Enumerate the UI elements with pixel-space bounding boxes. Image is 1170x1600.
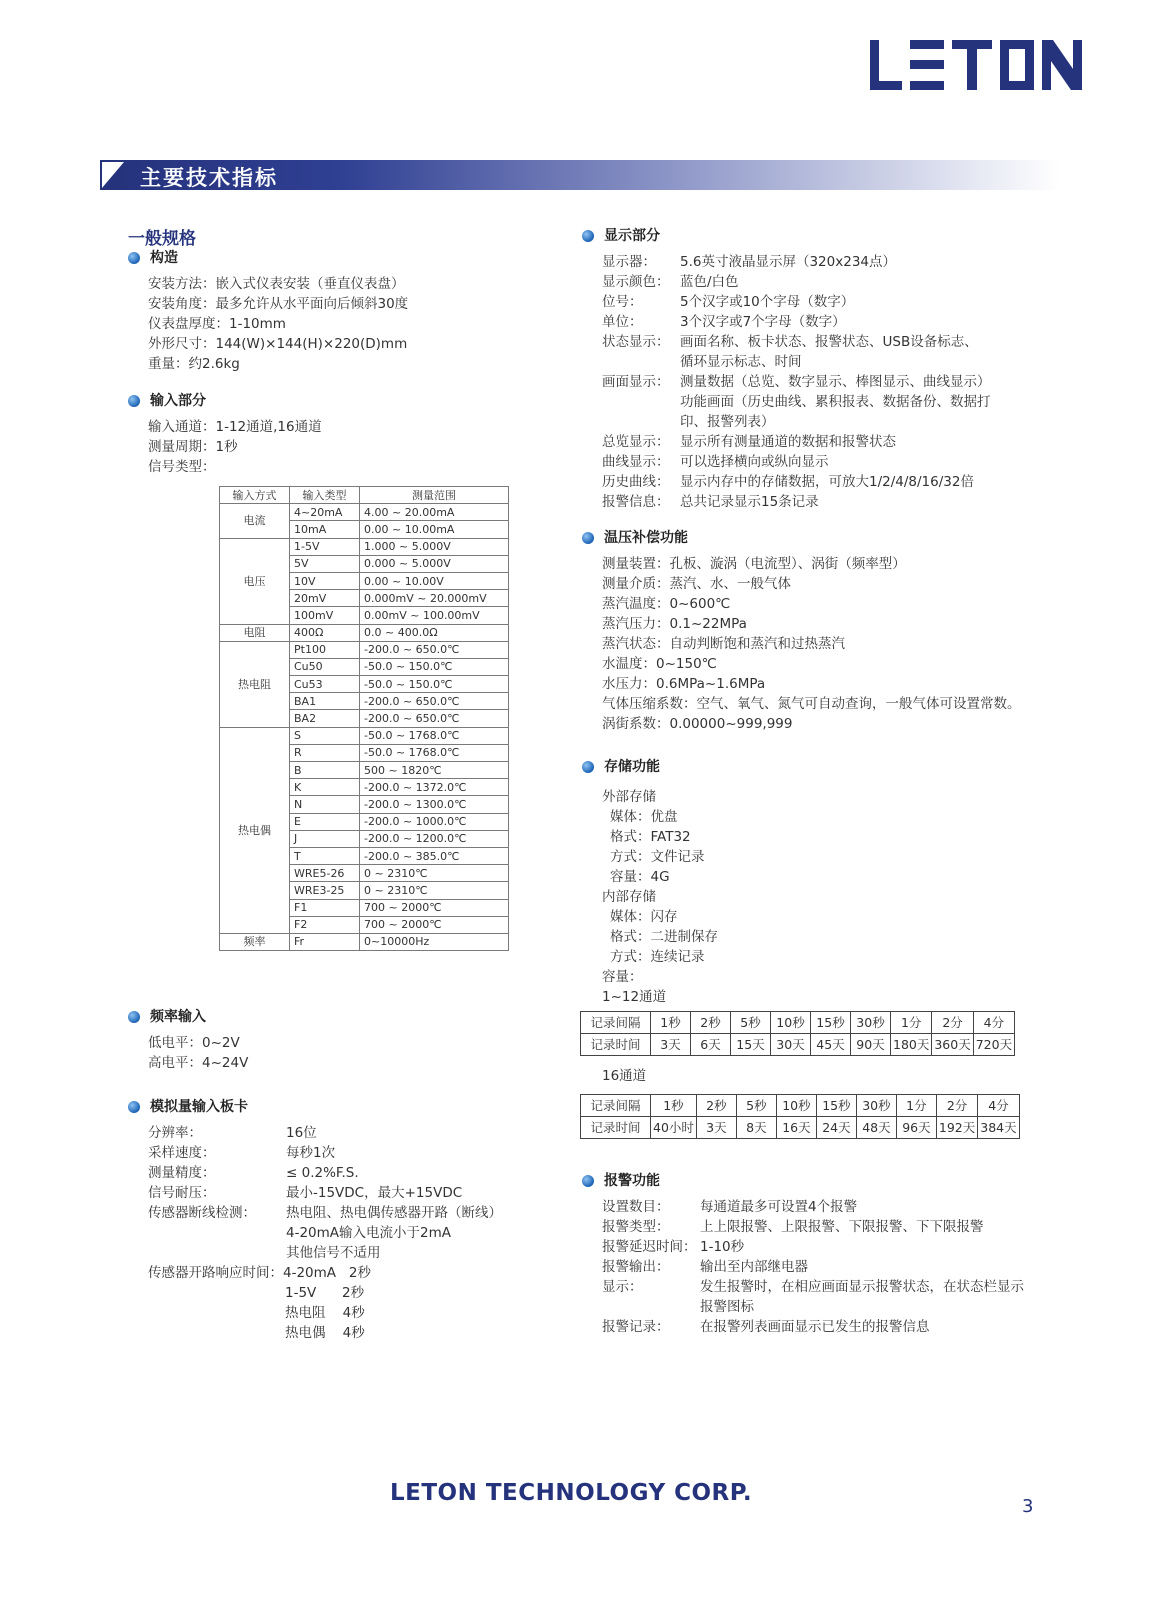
display-row	[602, 452, 991, 472]
table-row	[220, 641, 509, 658]
input-type-cell: 20mV	[290, 590, 360, 607]
bullet-icon	[128, 395, 140, 407]
analog-value-line: 每秒1次	[286, 1145, 336, 1161]
analog-value	[286, 1203, 502, 1263]
alarm-value	[700, 1317, 930, 1337]
display-row	[602, 252, 991, 272]
analog-key: 采样速度：	[148, 1145, 216, 1161]
table-row	[220, 504, 509, 521]
record-interval-cell: 2秒	[696, 1095, 736, 1117]
record-interval-cell: 4分	[978, 1095, 1019, 1117]
input-type-cell: Fr	[290, 933, 360, 950]
storage-heading: 存储功能	[582, 757, 1020, 777]
input-type-cell: 10V	[290, 572, 360, 589]
compensation-line: 蒸汽温度：0~600℃	[602, 596, 731, 612]
display-key: 总览显示：	[602, 434, 670, 450]
table-row	[581, 1117, 1020, 1139]
input-type-cell: F2	[290, 916, 360, 933]
record-interval-cell: 10秒	[776, 1095, 816, 1117]
range-cell: 700 ~ 2000℃	[360, 916, 509, 933]
page-number: 3	[1022, 1496, 1034, 1517]
display-value	[680, 252, 896, 272]
range-cell: -200.0 ~ 1000.0℃	[360, 813, 509, 830]
input-type-cell: S	[290, 727, 360, 744]
alarm-value	[700, 1217, 984, 1237]
analog-row	[148, 1203, 502, 1263]
alarm-value	[700, 1237, 744, 1257]
display-value-line: 可以选择横向或纵向显示	[680, 454, 829, 470]
display-value	[680, 312, 846, 332]
range-cell: 0.00 ~ 10.00V	[360, 572, 509, 589]
alarm-value-line: 报警图标	[700, 1299, 754, 1315]
display-row	[602, 492, 991, 512]
input-line: 信号类型：	[148, 459, 216, 475]
display-row	[602, 472, 991, 492]
section-banner	[100, 160, 1060, 190]
display-key: 显示器：	[602, 254, 656, 270]
display-key: 历史曲线：	[602, 474, 670, 490]
display-row	[602, 272, 991, 292]
display-value-line: 测量数据（总览、数字显示、棒图显示、曲线显示）	[680, 374, 991, 390]
analog-value-line: 4-20mA输入电流小于2mA	[286, 1225, 451, 1241]
analog-row	[148, 1163, 502, 1183]
table16-label: 16通道	[602, 1068, 647, 1084]
range-cell: -50.0 ~ 150.0℃	[360, 676, 509, 693]
alarm-section	[582, 1171, 1024, 1337]
table-row	[581, 1012, 1015, 1034]
analog-key: 分辨率：	[148, 1125, 202, 1141]
record-interval-cell: 10秒	[771, 1012, 811, 1034]
alarm-value-line: 发生报警时，在相应画面显示报警状态，在状态栏显示	[700, 1279, 1024, 1295]
record-time-cell: 24天	[816, 1117, 856, 1139]
alarm-row	[602, 1237, 1024, 1257]
footer-company: LETON TECHNOLOGY CORP.	[390, 1480, 753, 1506]
display-row	[602, 432, 991, 452]
alarm-value-line: 上上限报警、上限报警、下限报警、下下限报警	[700, 1219, 984, 1235]
compensation-line: 气体压缩系数：空气、氧气、氮气可自动查询，一般气体可设置常数。	[602, 696, 1021, 712]
record-time-cell: 3天	[651, 1034, 691, 1056]
construction-line: 外形尺寸：144(W)×144(H)×220(D)mm	[148, 336, 408, 352]
response-time-line: 4-20mA 2秒	[283, 1265, 371, 1281]
input-line: 测量周期：1秒	[148, 439, 238, 455]
display-section	[582, 226, 991, 512]
display-key: 曲线显示：	[602, 454, 670, 470]
input-type-cell: 5V	[290, 555, 360, 572]
alarm-value-line: 在报警列表画面显示已发生的报警信息	[700, 1319, 930, 1335]
input-type-cell: B	[290, 762, 360, 779]
display-value-line: 5.6英寸液晶显示屏（320x234点）	[680, 254, 896, 270]
analog-section	[128, 1097, 502, 1343]
construction-line: 安装方法：嵌入式仪表安装（垂直仪表盘）	[148, 276, 405, 292]
record-interval-cell: 1秒	[651, 1095, 697, 1117]
compensation-line: 蒸汽状态：自动判断饱和蒸汽和过热蒸汽	[602, 636, 845, 652]
record-time-cell: 48天	[856, 1117, 896, 1139]
range-cell: -200.0 ~ 650.0℃	[360, 693, 509, 710]
range-cell: 0.000 ~ 5.000V	[360, 555, 509, 572]
frequency-line: 低电平：0~2V	[148, 1035, 240, 1051]
alarm-key: 报警输出：	[602, 1259, 670, 1275]
display-key: 位号：	[602, 294, 643, 310]
record-interval-cell: 15秒	[811, 1012, 851, 1034]
record-interval-cell: 5秒	[731, 1012, 771, 1034]
compensation-line: 测量装置：孔板、漩涡（电流型）、涡街（频率型）	[602, 556, 906, 572]
range-cell: -200.0 ~ 1200.0℃	[360, 830, 509, 847]
table-row	[220, 624, 509, 641]
analog-value-line: 热电阻、热电偶传感器开路（断线）	[286, 1205, 502, 1221]
input-mode-cell: 频率	[220, 933, 290, 950]
record-time-cell: 720天	[973, 1034, 1014, 1056]
display-value-line: 功能画面（历史曲线、累积报表、数据备份、数据打	[680, 394, 991, 410]
record-time-cell: 3天	[696, 1117, 736, 1139]
record-interval-cell: 30秒	[856, 1095, 896, 1117]
input-type-cell: R	[290, 744, 360, 761]
record-interval-cell: 2分	[936, 1095, 977, 1117]
record-time-cell: 180天	[891, 1034, 932, 1056]
input-type-cell: Pt100	[290, 641, 360, 658]
internal-storage-title: 内部存储	[602, 889, 656, 905]
input-type-cell: F1	[290, 899, 360, 916]
analog-value	[286, 1143, 335, 1163]
input-line: 输入通道：1-12通道,16通道	[148, 419, 322, 435]
display-row	[602, 332, 991, 372]
bullet-icon	[128, 252, 140, 264]
display-value	[680, 292, 854, 312]
bullet-icon	[582, 532, 594, 544]
table-row	[220, 933, 509, 950]
record-interval-cell: 30秒	[851, 1012, 891, 1034]
alarm-value-line: 1-10秒	[700, 1239, 745, 1255]
range-cell: 0.0 ~ 400.0Ω	[360, 624, 509, 641]
record-interval-cell: 记录间隔	[581, 1095, 651, 1117]
frequency-line: 高电平：4~24V	[148, 1055, 249, 1071]
range-cell: 500 ~ 1820℃	[360, 762, 509, 779]
input-type-cell: BA1	[290, 693, 360, 710]
alarm-row	[602, 1197, 1024, 1217]
table-row	[581, 1095, 1020, 1117]
construction-heading: 构造	[128, 248, 408, 268]
input-type-cell: 10mA	[290, 521, 360, 538]
display-value	[680, 472, 974, 492]
input-mode-cell: 热电阻	[220, 641, 290, 727]
record-interval-cell: 5秒	[736, 1095, 776, 1117]
analog-row	[148, 1123, 502, 1143]
construction-section	[128, 248, 408, 374]
input-type-cell: E	[290, 813, 360, 830]
display-heading: 显示部分	[582, 226, 991, 246]
analog-value	[286, 1123, 317, 1143]
display-key: 画面显示：	[602, 374, 670, 390]
input-type-cell: 1-5V	[290, 538, 360, 555]
display-row	[602, 292, 991, 312]
response-time-line: 1-5V 2秒	[285, 1285, 365, 1301]
alarm-key: 报警类型：	[602, 1219, 670, 1235]
table-row	[220, 727, 509, 744]
frequency-section	[128, 1007, 248, 1073]
alarm-key: 显示：	[602, 1279, 643, 1295]
analog-value	[286, 1183, 462, 1203]
record-interval-cell: 1分	[896, 1095, 936, 1117]
response-time-line: 热电偶 4秒	[285, 1325, 365, 1341]
compensation-line: 涡街系数：0.00000~999,999	[602, 716, 793, 732]
response-time-line: 热电阻 4秒	[285, 1305, 365, 1321]
external-storage-line: 媒体：优盘	[610, 809, 678, 825]
display-value-line: 显示所有测量通道的数据和报警状态	[680, 434, 896, 450]
input-type-cell: 4~20mA	[290, 504, 360, 521]
record-interval-cell: 2秒	[691, 1012, 731, 1034]
record-time-cell: 40小时	[651, 1117, 697, 1139]
range-cell: 4.00 ~ 20.00mA	[360, 504, 509, 521]
analog-value-line: 最小-15VDC，最大+15VDC	[286, 1185, 463, 1201]
banner-corner-icon	[100, 160, 126, 190]
bullet-icon	[582, 230, 594, 242]
input-type-cell: 100mV	[290, 607, 360, 624]
input-section	[128, 391, 322, 477]
display-value	[680, 272, 739, 292]
alarm-key: 设置数目：	[602, 1199, 670, 1215]
display-key: 单位：	[602, 314, 643, 330]
table-row	[220, 538, 509, 555]
leton-logo	[870, 40, 1082, 90]
record-time-cell: 45天	[811, 1034, 851, 1056]
input-mode-cell: 电压	[220, 538, 290, 624]
input-type-cell: BA2	[290, 710, 360, 727]
record-table-12ch	[580, 1011, 1015, 1056]
input-mode-cell: 电流	[220, 504, 290, 538]
external-storage-line: 格式：FAT32	[610, 829, 691, 845]
compensation-line: 测量介质：蒸汽、水、一般气体	[602, 576, 791, 592]
display-key: 显示颜色：	[602, 274, 670, 290]
record-time-cell: 384天	[978, 1117, 1019, 1139]
display-value	[680, 432, 896, 452]
display-value	[680, 492, 819, 512]
analog-value-line: 16位	[286, 1125, 317, 1141]
internal-storage-line: 格式：二进制保存	[610, 929, 718, 945]
general-spec-title: 一般规格	[128, 229, 196, 249]
range-cell: -200.0 ~ 1300.0℃	[360, 796, 509, 813]
compensation-section	[582, 528, 1021, 734]
analog-key: 测量精度：	[148, 1165, 216, 1181]
display-value	[680, 372, 991, 432]
alarm-row	[602, 1217, 1024, 1237]
input-type-cell: WRE3-25	[290, 882, 360, 899]
table-header-cell: 输入类型	[290, 487, 360, 504]
alarm-row	[602, 1317, 1024, 1337]
input-type-cell: Cu53	[290, 676, 360, 693]
external-storage-line: 容量：4G	[610, 869, 670, 885]
input-type-cell: T	[290, 847, 360, 864]
range-cell: 1.000 ~ 5.000V	[360, 538, 509, 555]
analog-row	[148, 1183, 502, 1203]
external-storage-title: 外部存储	[602, 789, 656, 805]
input-type-cell: K	[290, 779, 360, 796]
record-interval-cell: 记录间隔	[581, 1012, 651, 1034]
range-cell: 0~10000Hz	[360, 933, 509, 950]
range-cell: 0.00mV ~ 100.00mV	[360, 607, 509, 624]
input-type-cell: Cu50	[290, 658, 360, 675]
range-cell: -50.0 ~ 1768.0℃	[360, 744, 509, 761]
table-header-row	[220, 487, 509, 504]
construction-line: 安装角度：最多允许从水平面向后倾斜30度	[148, 296, 409, 312]
display-key: 报警信息：	[602, 494, 670, 510]
alarm-row	[602, 1257, 1024, 1277]
bullet-icon	[128, 1011, 140, 1023]
capacity-label: 容量：	[602, 969, 643, 985]
range-cell: -200.0 ~ 650.0℃	[360, 710, 509, 727]
analog-key: 信号耐压：	[148, 1185, 216, 1201]
compensation-heading: 温压补偿功能	[582, 528, 1021, 548]
range-cell: 0 ~ 2310℃	[360, 882, 509, 899]
table12-label: 1~12通道	[602, 989, 667, 1005]
alarm-value-line: 每通道最多可设置4个报警	[700, 1199, 858, 1215]
table-row	[581, 1034, 1015, 1056]
display-row	[602, 312, 991, 332]
bullet-icon	[582, 1175, 594, 1187]
construction-line: 重量：约2.6kg	[148, 356, 240, 372]
record-interval-cell: 4分	[973, 1012, 1014, 1034]
record-interval-cell: 2分	[932, 1012, 973, 1034]
alarm-key: 报警记录：	[602, 1319, 670, 1335]
analog-key: 传感器开路响应时间：	[148, 1265, 283, 1281]
range-cell: 0.00 ~ 10.00mA	[360, 521, 509, 538]
analog-heading: 模拟量输入板卡	[128, 1097, 502, 1117]
compensation-line: 水温度：0~150℃	[602, 656, 717, 672]
display-value-line: 5个汉字或10个字母（数字）	[680, 294, 855, 310]
record-interval-cell: 1秒	[651, 1012, 691, 1034]
external-storage-line: 方式：文件记录	[610, 849, 705, 865]
display-value	[680, 452, 829, 472]
table-header-cell: 输入方式	[220, 487, 290, 504]
display-value-line: 3个汉字或7个字母（数字）	[680, 314, 846, 330]
record-interval-cell: 15秒	[816, 1095, 856, 1117]
record-time-cell: 15天	[731, 1034, 771, 1056]
record-time-cell: 16天	[776, 1117, 816, 1139]
display-key: 状态显示：	[602, 334, 670, 350]
range-cell: -50.0 ~ 1768.0℃	[360, 727, 509, 744]
record-time-cell: 192天	[936, 1117, 977, 1139]
alarm-value	[700, 1257, 808, 1277]
alarm-value-line: 输出至内部继电器	[700, 1259, 808, 1275]
input-mode-cell: 电阻	[220, 624, 290, 641]
compensation-line: 蒸汽压力：0.1~22MPa	[602, 616, 747, 632]
record-time-cell: 30天	[771, 1034, 811, 1056]
analog-key: 传感器断线检测：	[148, 1205, 256, 1221]
table-header-cell: 测量范围	[360, 487, 509, 504]
display-value-line: 总共记录显示15条记录	[680, 494, 819, 510]
compensation-line: 水压力：0.6MPa~1.6MPa	[602, 676, 766, 692]
display-value-line: 印、报警列表）	[680, 414, 775, 430]
display-value	[680, 332, 978, 372]
input-type-cell: J	[290, 830, 360, 847]
construction-line: 仪表盘厚度：1-10mm	[148, 316, 286, 332]
input-type-cell: WRE5-26	[290, 865, 360, 882]
record-time-cell: 360天	[932, 1034, 973, 1056]
range-cell: -200.0 ~ 1372.0℃	[360, 779, 509, 796]
range-cell: 700 ~ 2000℃	[360, 899, 509, 916]
record-table-16ch	[580, 1094, 1020, 1139]
bullet-icon	[128, 1101, 140, 1113]
display-value-line: 蓝色/白色	[680, 274, 739, 290]
analog-value-line: 其他信号不适用	[286, 1245, 381, 1261]
input-type-cell: 400Ω	[290, 624, 360, 641]
range-cell: 0.000mV ~ 20.000mV	[360, 590, 509, 607]
frequency-heading: 频率输入	[128, 1007, 248, 1027]
alarm-heading: 报警功能	[582, 1171, 1024, 1191]
range-cell: -200.0 ~ 385.0℃	[360, 847, 509, 864]
range-cell: -50.0 ~ 150.0℃	[360, 658, 509, 675]
input-heading: 输入部分	[128, 391, 322, 411]
input-mode-cell: 热电偶	[220, 727, 290, 933]
internal-storage-line: 方式：连续记录	[610, 949, 705, 965]
input-type-cell: N	[290, 796, 360, 813]
display-value-line: 画面名称、板卡状态、报警状态、USB设备标志、	[680, 334, 978, 350]
analog-value	[286, 1163, 359, 1183]
signal-type-table	[219, 486, 509, 951]
alarm-value	[700, 1277, 1024, 1317]
alarm-row	[602, 1277, 1024, 1317]
banner-title: 主要技术指标	[140, 166, 278, 190]
record-time-cell: 96天	[896, 1117, 936, 1139]
bullet-icon	[582, 761, 594, 773]
alarm-value	[700, 1197, 857, 1217]
record-time-cell: 记录时间	[581, 1117, 651, 1139]
display-row	[602, 372, 991, 432]
record-time-cell: 6天	[691, 1034, 731, 1056]
range-cell: 0 ~ 2310℃	[360, 865, 509, 882]
internal-storage-line: 媒体：闪存	[610, 909, 678, 925]
analog-value-line: ≤ 0.2%F.S.	[286, 1165, 359, 1181]
record-time-cell: 90天	[851, 1034, 891, 1056]
record-time-cell: 记录时间	[581, 1034, 651, 1056]
storage-section	[582, 757, 1020, 1139]
display-value-line: 显示内存中的存储数据，可放大1/2/4/8/16/32倍	[680, 474, 974, 490]
display-value-line: 循环显示标志、时间	[680, 354, 802, 370]
record-interval-cell: 1分	[891, 1012, 932, 1034]
record-time-cell: 8天	[736, 1117, 776, 1139]
range-cell: -200.0 ~ 650.0℃	[360, 641, 509, 658]
analog-row	[148, 1143, 502, 1163]
alarm-key: 报警延迟时间：	[602, 1239, 697, 1255]
